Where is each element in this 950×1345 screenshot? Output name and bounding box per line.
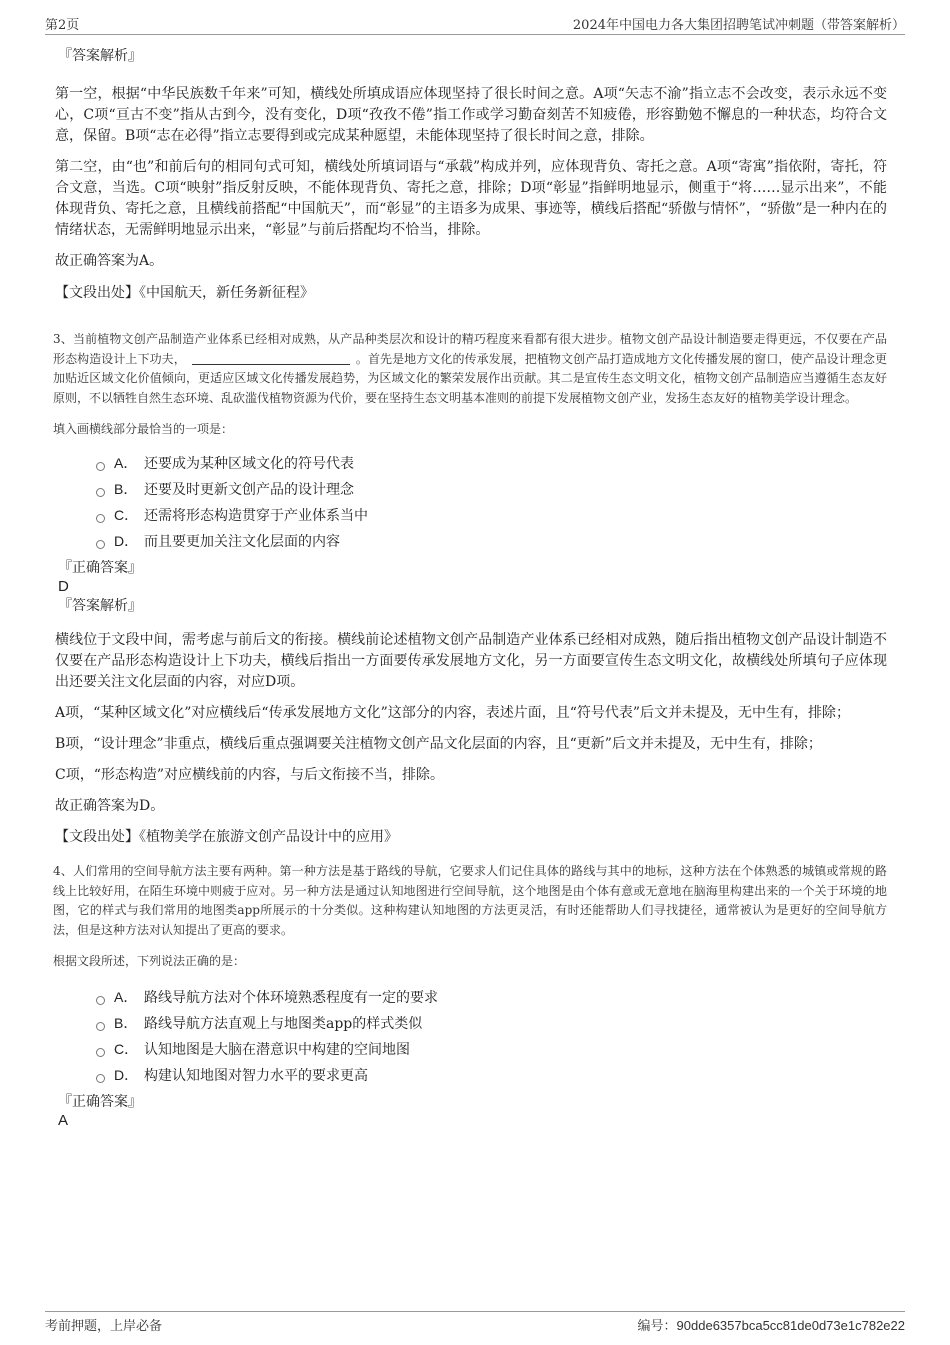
question-3-stem: 3、当前植物文创产品制造产业体系已经相对成熟，从产品种类层次和设计的精巧程度来看都有很大进步。植物文创产品设计制造要走得更远，不仅要在产品形态构造设计上下功夫， 。首先是地方文化的传承发展，把植物文创产品打造成地方文化传播发展的窗口，使产品设计理念更加贴近区域文化价值倾向，更适应区域文化传播发展趋势，为区域文化的繁荣发展作出贡献。其二是宣传生态文明文化，植物文创产品制造应当遵循生态友好原则，不以牺牲自然生态环境、乱砍滥伐植物资源为代价，要在坚持生态文明基本准则的前提下发展植物文创产业，发扬生态友好的植物美学设计理念。 xyxy=(53,332,887,405)
question-4-options xyxy=(96,984,887,1088)
source-citation: 【文段出处】《中国航天，新任务新征程》 xyxy=(55,285,314,301)
option-b[interactable]: B． 路线导航方法直观上与地图类app的样式类似 xyxy=(96,1010,887,1036)
option-d[interactable]: D． 构建认知地图对智力水平的要求更高 xyxy=(96,1062,887,1088)
question-3-prompt: 填入画横线部分最恰当的一项是： xyxy=(53,422,234,436)
correct-answer: D xyxy=(58,578,69,595)
analysis-conclusion: 故正确答案为D。 xyxy=(55,798,165,814)
analysis-paragraph: B项，“设计理念”非重点，横线后重点强调要关注植物文创产品文化层面的内容，且“更新”后文并未提及，无中生有，排除； xyxy=(55,736,822,752)
analysis-conclusion: 故正确答案为A。 xyxy=(55,253,164,269)
option-b[interactable]: B． 还要及时更新文创产品的设计理念 xyxy=(96,476,887,502)
analysis-label: 『答案解析』 xyxy=(58,598,142,614)
question-4-stem: 4、人们常用的空间导航方法主要有两种。第一种方法是基于路线的导航，它要求人们记住具体的路线与其中的地标，这种方法在个体熟悉的城镇或常规的路线上比较好用，在陌生环境中则疲于应对。另一种方法是通过认知地图进行空间导航，这个地图是由个体有意或无意地在脑海里构建出来的一个关于环境的地图，它的样式与我们常用的地图类app所展示的十分类似。这种构建认知地图的方法更灵活，有时还能帮助人们寻找捷径，通常被认为是更好的空间导航方法，但是这种方法对认知提出了更高的要求。 xyxy=(53,864,887,937)
radio-button[interactable] xyxy=(96,1074,105,1083)
option-a[interactable]: A． 路线导航方法对个体环境熟悉程度有一定的要求 xyxy=(96,984,887,1010)
source-citation: 【文段出处】《植物美学在旅游文创产品设计中的应用》 xyxy=(55,829,398,845)
analysis-paragraph: 第一空，根据“中华民族数千年来”可知，横线处所填成语应体现坚持了很长时间之意。A项“矢志不渝”指立志不会改变，表示永远不变心，C项“亘古不变”指从古到今，没有变化，D项“孜孜不倦”指工作或学习勤奋刻苦不知疲倦，形容勤勉不懈息的一种状态，均符合文意，保留。B项“志在必得”指立志要得到或完成某种愿望，未能体现坚持了很长时间之意，排除。 xyxy=(55,86,887,144)
analysis-paragraph: A项，“某种区域文化”对应横线后“传承发展地方文化”这部分的内容，表述片面，且“符号代表”后文并未提及，无中生有，排除； xyxy=(55,705,851,721)
analysis-paragraph: 横线位于文段中间，需考虑与前后文的衔接。横线前论述植物文创产品制造产业体系已经相对成熟，随后指出植物文创产品设计制造不仅要在产品形态构造设计上下功夫，横线后指出一方面要传承发展地方文化，另一方面要宣传生态文明文化，故横线处所填句子应体现出还要关注文化层面的内容，对应D项。 xyxy=(55,632,887,690)
radio-button[interactable] xyxy=(96,1022,105,1031)
correct-answer: A xyxy=(58,1112,69,1129)
question-4-prompt: 根据文段所述，下列说法正确的是： xyxy=(53,954,246,968)
correct-answer-label: 『正确答案』 xyxy=(58,1094,142,1110)
radio-button[interactable] xyxy=(96,540,105,549)
option-c[interactable]: C． 还需将形态构造贯穿于产业体系当中 xyxy=(96,502,887,528)
option-a[interactable]: A． 还要成为某种区域文化的符号代表 xyxy=(96,450,887,476)
radio-button[interactable] xyxy=(96,996,105,1005)
page-content xyxy=(55,40,887,1130)
page-number: 第2页 xyxy=(45,18,80,33)
radio-button[interactable] xyxy=(96,462,105,471)
radio-button[interactable] xyxy=(96,488,105,497)
radio-button[interactable] xyxy=(96,1048,105,1057)
analysis-paragraph: C项，“形态构造”对应横线前的内容，与后文衔接不当，排除。 xyxy=(55,767,445,783)
option-c[interactable]: C． 认知地图是大脑在潜意识中构建的空间地图 xyxy=(96,1036,887,1062)
question-3-options xyxy=(96,450,887,554)
analysis-label: 『答案解析』 xyxy=(58,48,142,64)
footer-slogan: 考前押题，上岸必备 xyxy=(45,1319,163,1334)
page-header xyxy=(45,14,905,35)
correct-answer-label: 『正确答案』 xyxy=(58,560,142,576)
document-title: 2024年中国电力各大集团招聘笔试冲刺题（带答案解析） xyxy=(572,18,905,33)
fill-blank xyxy=(192,350,350,365)
radio-button[interactable] xyxy=(96,514,105,523)
analysis-paragraph: 第二空，由“也”和前后句的相同句式可知，横线处所填词语与“承载”构成并列，应体现背负、寄托之意。A项“寄寓”指依附，寄托，符合文意，当选。C项“映射”指反射反映，不能体现背负、寄托之意，排除；D项“彰显”指鲜明地显示，侧重于“将……显示出来”，不能体现背负、寄托之意，且横线前搭配“中国航天”，而“彰显”的主语多为成果、事迹等，横线后搭配“骄傲与情怀”，“骄傲”是一种内在的情绪状态，无需鲜明地显示出来，“彰显”与前后搭配均不恰当，排除。 xyxy=(55,159,887,238)
page-footer xyxy=(45,1311,905,1335)
document-code: 编号：90dde6357bca5cc81de0d73e1c782e22 xyxy=(637,1318,905,1334)
option-d[interactable]: D． 而且要更加关注文化层面的内容 xyxy=(96,528,887,554)
